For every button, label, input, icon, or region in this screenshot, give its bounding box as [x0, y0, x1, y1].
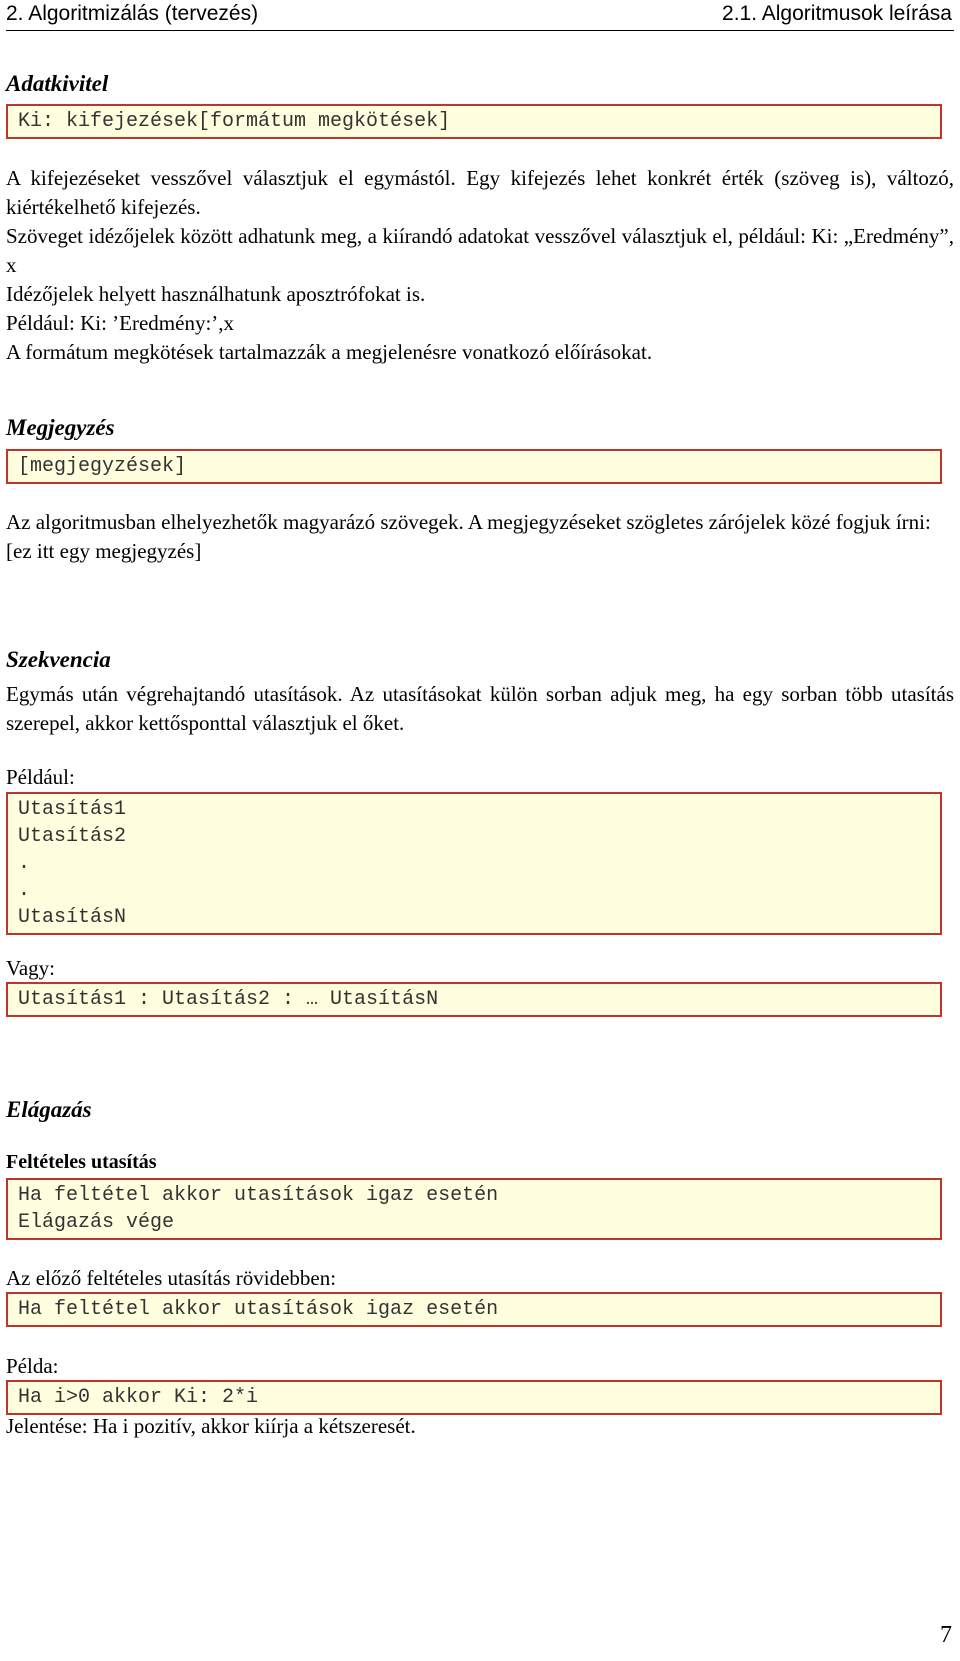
- page-number: 7: [940, 1622, 952, 1648]
- megjegyzes-text: [6, 508, 954, 566]
- paragraph: [ez itt egy megjegyzés]: [6, 539, 202, 563]
- example-label: [6, 1352, 954, 1381]
- code-line: Ha feltétel akkor utasítások igaz esetén: [18, 1184, 499, 1207]
- label: Például:: [6, 765, 75, 789]
- code-line: Utasítás2: [18, 825, 127, 848]
- code-line: UtasításN: [18, 906, 127, 929]
- code-line: Utasítás1 : Utasítás2 : … UtasításN: [18, 988, 439, 1011]
- subheading-felteteles-utasitas: Feltételes utasítás: [6, 1151, 157, 1173]
- paragraph: Egymás után végrehajtandó utasítások. Az utasításokat külön sorban adjuk meg, ha egy sorban több utasítás szerepel, akkor kettősponttal választjuk el őket.: [6, 682, 954, 735]
- meaning-text: [6, 1412, 954, 1441]
- label: Vagy:: [6, 956, 55, 980]
- code-line: Ki: kifejezések[formátum megkötések]: [18, 110, 451, 133]
- code-line: Ha feltétel akkor utasítások igaz esetén: [18, 1298, 499, 1321]
- paragraph: Például: Ki: ’Eredmény:’,x: [6, 311, 235, 335]
- heading-elagazas: Elágazás: [6, 1097, 92, 1122]
- example-label: [6, 763, 954, 792]
- heading-szekvencia: Szekvencia: [6, 647, 111, 672]
- paragraph: A formátum megkötések tartalmazzák a megjelenésre vonatkozó előírásokat.: [6, 340, 653, 364]
- code-line: Utasítás1: [18, 798, 127, 821]
- paragraph: A kifejezéseket vesszővel választjuk el egymástól. Egy kifejezés lehet konkrét érték (szöveg is), változó, kiértékelhető kifejezés.: [6, 166, 954, 219]
- code-box-szekvencia: [6, 792, 942, 935]
- adatkivitel-text: [6, 164, 954, 367]
- section-title: 2.1. Algoritmusok leírása: [722, 2, 952, 25]
- label: Az előző feltételes utasítás rövidebben:: [6, 1266, 337, 1290]
- chapter-title: 2. Algoritmizálás (tervezés): [6, 2, 259, 25]
- code-line: .: [18, 852, 31, 875]
- paragraph: Jelentése: Ha i pozitív, akkor kiírja a kétszeresét.: [6, 1414, 416, 1438]
- code-box-megjegyzes: [6, 449, 942, 484]
- paragraph: Idézőjelek helyett használhatunk aposztrófokat is.: [6, 282, 426, 306]
- paragraph: Szöveget idézőjelek között adhatunk meg, a kiírandó adatokat vesszővel választjuk el, például: Ki: „Eredmény”, x: [6, 224, 954, 277]
- label: Példa:: [6, 1354, 59, 1378]
- code-line: .: [18, 879, 31, 902]
- code-box-adatkivitel: [6, 104, 942, 139]
- code-line: Elágazás vége: [18, 1211, 175, 1234]
- heading-adatkivitel: Adatkivitel: [6, 71, 109, 96]
- paragraph: Az algoritmusban elhelyezhetők magyarázó szövegek. A megjegyzéseket szögletes zárójelek közé fogjuk írni:: [6, 510, 931, 534]
- code-line: [megjegyzések]: [18, 455, 187, 478]
- code-box-elagazas-short: [6, 1292, 942, 1327]
- code-box-elagazas: [6, 1178, 942, 1240]
- heading-megjegyzes: Megjegyzés: [6, 415, 115, 440]
- or-label: [6, 954, 954, 983]
- short-form-label: [6, 1264, 954, 1293]
- szekvencia-text: [6, 680, 954, 738]
- code-box-szekvencia-inline: [6, 982, 942, 1017]
- running-header: [6, 0, 954, 31]
- code-line: Ha i>0 akkor Ki: 2*i: [18, 1386, 259, 1409]
- code-box-elagazas-example: [6, 1380, 942, 1415]
